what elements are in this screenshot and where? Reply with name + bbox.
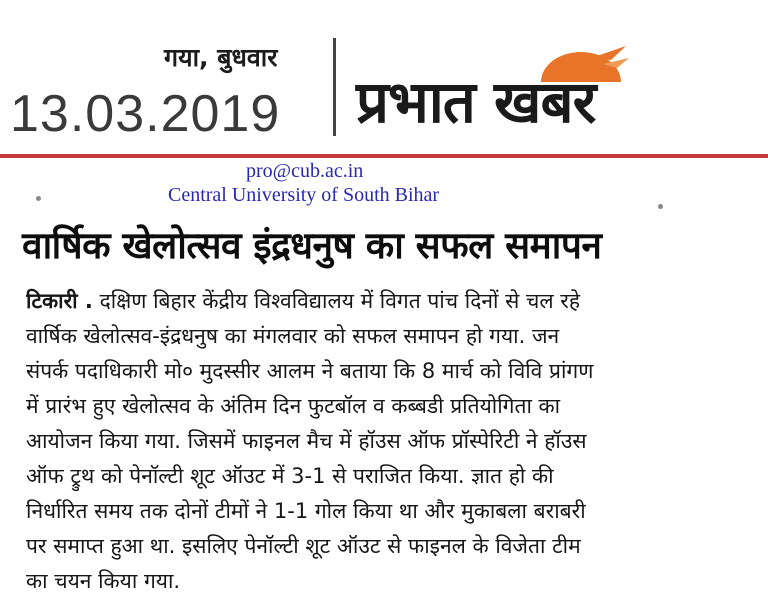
headline: वार्षिक खेलोत्सव इंद्रधनुष का सफल समापन bbox=[22, 224, 602, 267]
body-line-6: ऑफ ट्रुथ को पेनॉल्टी शूट ऑउट में 3-1 से पराजित किया. ज्ञात हो की bbox=[26, 464, 554, 488]
body-line-7: निर्धारित समय तक दोनों टीमों ने 1-1 गोल किया था और मुकाबला बराबरी bbox=[26, 499, 586, 523]
issue-date: 13.03.2019 bbox=[10, 85, 281, 143]
header-rule bbox=[0, 154, 768, 158]
body-line-1-text: दक्षिण बिहार केंद्रीय विश्वविद्यालय में विगत पांच दिनों से चल रहे bbox=[99, 289, 580, 313]
body-line-8: पर समाप्त हुआ था. इसलिए पेनॉल्टी शूट ऑउट से फाइनल के विजेता टीम bbox=[26, 534, 581, 558]
article-body bbox=[26, 284, 748, 599]
body-line-5: आयोजन किया गया. जिसमें फाइनल मैच में हॉउस ऑफ प्रॉस्पेरिटी ने हॉउस bbox=[26, 429, 587, 453]
body-line-3: संपर्क पदाधिकारी मो० मुदस्सीर आलम ने बताया कि 8 मार्च को विवि प्रांगण bbox=[26, 359, 594, 383]
contact-email: pro@cub.ac.in bbox=[246, 160, 364, 182]
body-line-4: में प्रारंभ हुए खेलोत्सव के अंतिम दिन फुटबॉल व कब्बडी प्रतियोगिता का bbox=[26, 394, 561, 418]
scan-mark-left bbox=[36, 196, 41, 201]
newspaper-logo bbox=[356, 44, 716, 156]
logo-text: प्रभात खबर bbox=[356, 68, 596, 136]
body-line-2: वार्षिक खेलोत्सव-इंद्रधनुष का मंगलवार को सफल समापन हो गया. जन bbox=[26, 324, 560, 348]
body-line-1 bbox=[26, 284, 748, 319]
body-line-9: का चयन किया गया. bbox=[26, 569, 181, 593]
scan-mark-right bbox=[658, 204, 663, 209]
dateline: टिकारी . bbox=[26, 289, 93, 313]
header-divider bbox=[333, 38, 336, 136]
contact-university: Central University of South Bihar bbox=[168, 184, 440, 206]
place-day-label: गया, बुधवार bbox=[164, 43, 278, 72]
